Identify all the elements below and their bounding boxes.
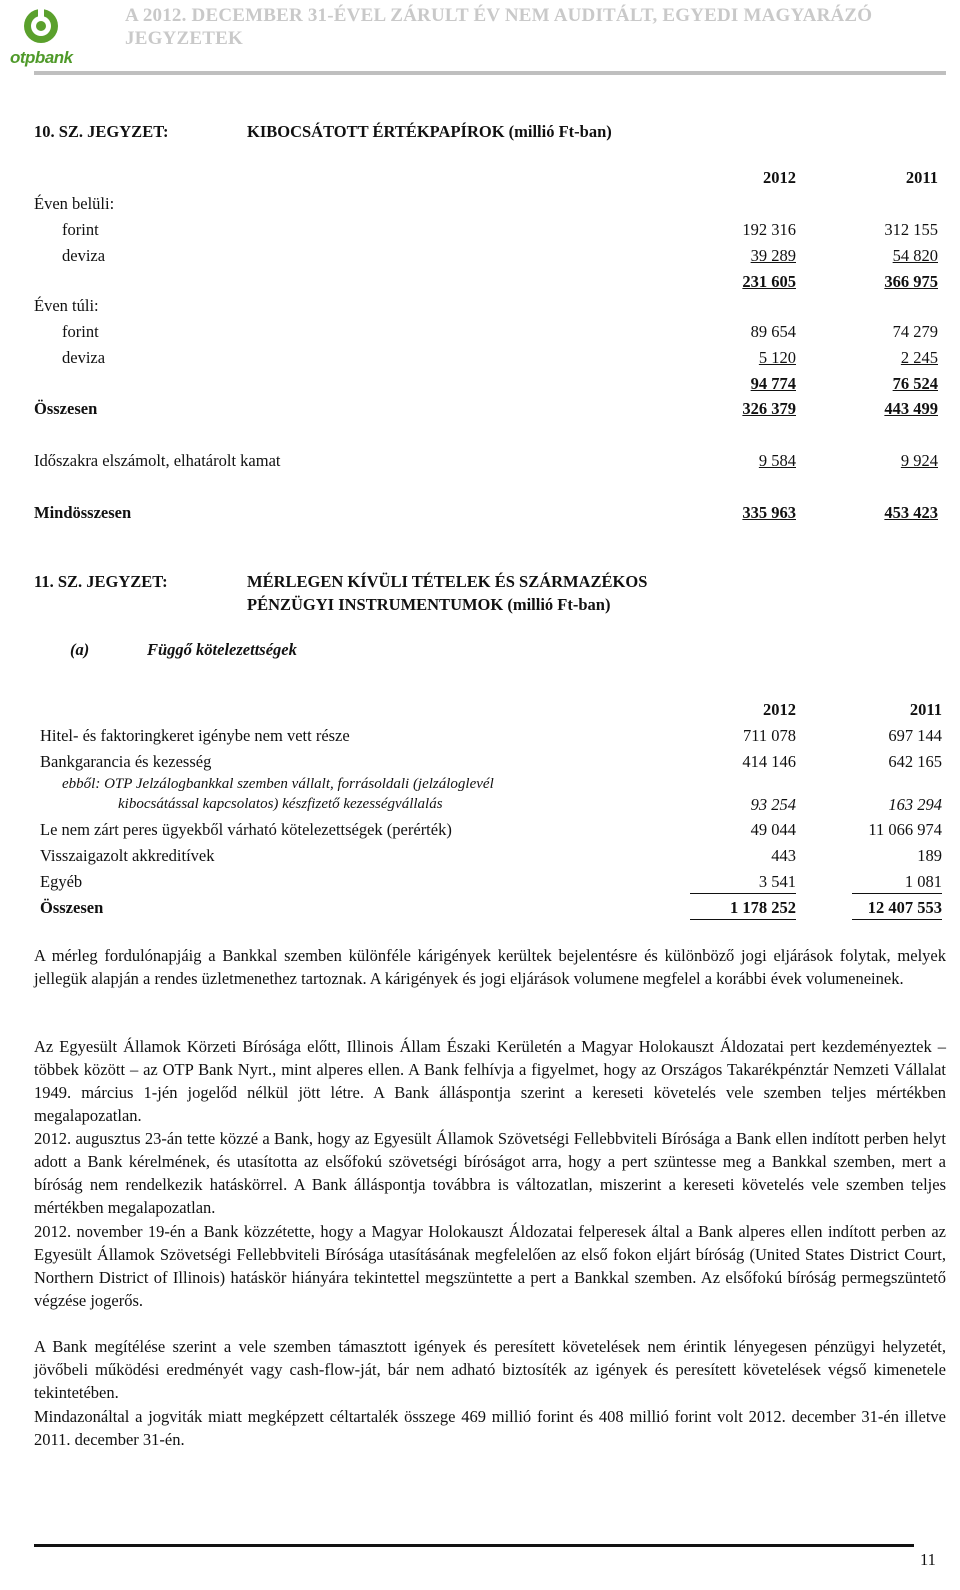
note10-v2011-row8: 443 499: [884, 399, 938, 418]
note11-v2012-row0: 711 078: [742, 726, 796, 745]
note11-title-line1: MÉRLEGEN KÍVÜLI TÉTELEK ÉS SZÁRMAZÉKOS: [247, 572, 648, 591]
note10-label-row5: forint: [62, 322, 99, 341]
note11-label-row0: Hitel- és faktoringkeret igénybe nem vett része: [40, 726, 350, 745]
note10-label-row1: forint: [62, 220, 99, 239]
note10-v2011-row7: 76 524: [892, 374, 938, 393]
note10-v2012-row5: 89 654: [750, 322, 796, 341]
note11-v2012-row3: 93 254: [750, 795, 796, 814]
note10-number: 10. SZ. JEGYZET:: [34, 122, 169, 141]
note10-col-2011: 2011: [905, 168, 938, 187]
note10-label-row8: Összesen: [34, 399, 98, 418]
note10-v2012-row1: 192 316: [742, 220, 796, 239]
note10-label-row6: deviza: [62, 348, 106, 367]
header-divider: [34, 71, 946, 75]
note11-label-row7: Összesen: [40, 898, 104, 917]
note10-label-row2: deviza: [62, 246, 106, 265]
note10-v2011-row2: 54 820: [892, 246, 938, 265]
note10-v2011-row3: 366 975: [884, 272, 938, 291]
logo-text: otpbank: [10, 48, 73, 67]
note11-v2012-row4: 49 044: [750, 820, 796, 839]
otp-logo-icon: [8, 6, 78, 50]
note10-v2012-row3: 231 605: [742, 272, 796, 291]
note10-title: KIBOCSÁTOTT ÉRTÉKPAPÍROK (millió Ft-ban): [247, 122, 612, 141]
note11-label-row6: Egyéb: [40, 872, 83, 891]
note11-v2012-row6: 3 541: [690, 872, 796, 894]
note11-label-row3: kibocsátással kapcsolatos) készfizető kezességvállalás: [118, 796, 443, 812]
note11-col-2011: 2011: [909, 700, 942, 719]
note10-label-row9: Időszakra elszámolt, elhatárolt kamat: [34, 451, 281, 470]
otpbank-logo: [8, 6, 78, 70]
note10-v2011-row5: 74 279: [892, 322, 938, 341]
note11-v2012-row1: 414 146: [742, 752, 796, 771]
note10-v2012-row7: 94 774: [750, 374, 796, 393]
paragraph-2: Az Egyesült Államok Körzeti Bírósága előtt, Illinois Állam Északi Kerületén a Magyar Holokauszt Áldozatai pert kezdeményeztek – többek között – az OTP Bank Nyrt., mint alperes ellen. A Bank felhívja a figyelmet, hogy az Országos Takarékpénztár Nemzeti Vállalat 1949. március 1-jén jogelőd nélkül jött létre. A Bank álláspontja szerint a kereseti követelés vele szemben teljes mértékben megalapozatlan.: [34, 1037, 946, 1125]
note10-v2011-row9: 9 924: [900, 451, 938, 470]
paragraph-3: 2012. augusztus 23-án tette közzé a Bank, hogy az Egyesült Államok Szövetségi Fellebbviteli Bírósága a Bank ellen indított perben helyt adott a Bank kérelmének, és utasította az elsőfokú szövetségi bíróságot arra, hogy a pert szüntesse meg a Bankkal szemben, mert a bíróság nem rendelkezik hatáskörrel. A Bank álláspontja továbbra is változatlan, miszerint a kereseti követelés vele szemben teljes mértékben megalapozatlan.: [34, 1129, 946, 1217]
note10-label-row0: Éven belüli:: [34, 194, 115, 213]
note11-label-row1: Bankgarancia és kezesség: [40, 752, 212, 771]
note11-sub-label: (a): [70, 640, 90, 659]
note10-v2012-row6: 5 120: [758, 348, 796, 367]
note10-col-2012: 2012: [763, 168, 796, 187]
page-number: 11: [920, 1550, 936, 1569]
note10-v2012-row2: 39 289: [750, 246, 796, 265]
page-header-title: A 2012. DECEMBER 31-ÉVEL ZÁRULT ÉV NEM AUDITÁLT, EGYEDI MAGYARÁZÓ JEGYZETEK: [125, 5, 873, 49]
note10-label-row10: Mindösszesen: [34, 503, 132, 522]
paragraph-4: 2012. november 19-én a Bank közzétette, hogy a Magyar Holokauszt Áldozatai felperesek által a Bank alperes ellen indított perben az Egyesült Államok Szövetségi Fellebbviteli Bírósága utasításának megfelelően az első fokon eljárt bíróság (United States District Court, Northern District of Illinois) hatáskör hiányára tekintettel megszüntette a pert a Bankkal szemben. Az elsőfokú bíróság permegszüntető végzése jogerős.: [34, 1222, 946, 1310]
note11-label-row2: ebből: OTP Jelzálogbankkal szemben vállalt, forrásoldali (jelzáloglevél: [62, 776, 494, 792]
note11-sub-title: Függő kötelezettségek: [147, 640, 297, 659]
paragraph-1: A mérleg fordulónapjáig a Bankkal szemben különféle kárigények kerültek bejelentésre és különböző jogi eljárások folytak, melyek jellegük alapján a rendes üzletmenethez tartoznak. A kárigények és jogi eljárások volumene megfelel a korábbi évek volumeneinek.: [34, 946, 946, 988]
note10-v2012-row9: 9 584: [758, 451, 796, 470]
note10-v2011-row6: 2 245: [900, 348, 938, 367]
paragraph-5: A Bank megítélése szerint a vele szemben támasztott igények és peresített követelések nem érintik lényegesen pénzügyi helyzetét, jövőbeli működési eredményét vagy cash-flow-ját, bár nem adható biztosíték az igények és peresített követelések végső kimenetele tekintetében.: [34, 1337, 946, 1402]
note11-v2011-row1: 642 165: [888, 752, 942, 771]
note10-v2012-row8: 326 379: [742, 399, 796, 418]
note11-v2012-row5: 443: [771, 846, 796, 865]
note11-title-line2: PÉNZÜGYI INSTRUMENTUMOK (millió Ft-ban): [247, 595, 611, 614]
paragraph-6: Mindazonáltal a jogviták miatt megképzett céltartalék összege 469 millió forint és 408 millió forint volt 2012. december 31-én illetve 2011. december 31-én.: [34, 1407, 946, 1449]
note11-v2011-row6: 1 081: [852, 872, 942, 894]
note11-v2011-row7: 12 407 553: [852, 898, 942, 920]
note11-label-row5: Visszaigazolt akkreditívek: [40, 846, 215, 865]
note10-v2011-row1: 312 155: [884, 220, 938, 239]
note11-v2012-row7: 1 178 252: [690, 898, 796, 920]
note11-label-row4: Le nem zárt peres ügyekből várható kötelezettségek (perérték): [40, 820, 452, 839]
note10-label-row4: Éven túli:: [34, 296, 99, 315]
note11-v2011-row5: 189: [917, 846, 942, 865]
note11-v2011-row4: 11 066 974: [868, 820, 942, 839]
footer-divider: [34, 1544, 914, 1547]
note11-number: 11. SZ. JEGYZET:: [34, 572, 168, 591]
note10-v2012-row10: 335 963: [742, 503, 796, 522]
note11-col-2012: 2012: [763, 700, 796, 719]
note10-v2011-row10: 453 423: [884, 503, 938, 522]
note11-v2011-row0: 697 144: [888, 726, 942, 745]
note11-v2011-row3: 163 294: [888, 795, 942, 814]
